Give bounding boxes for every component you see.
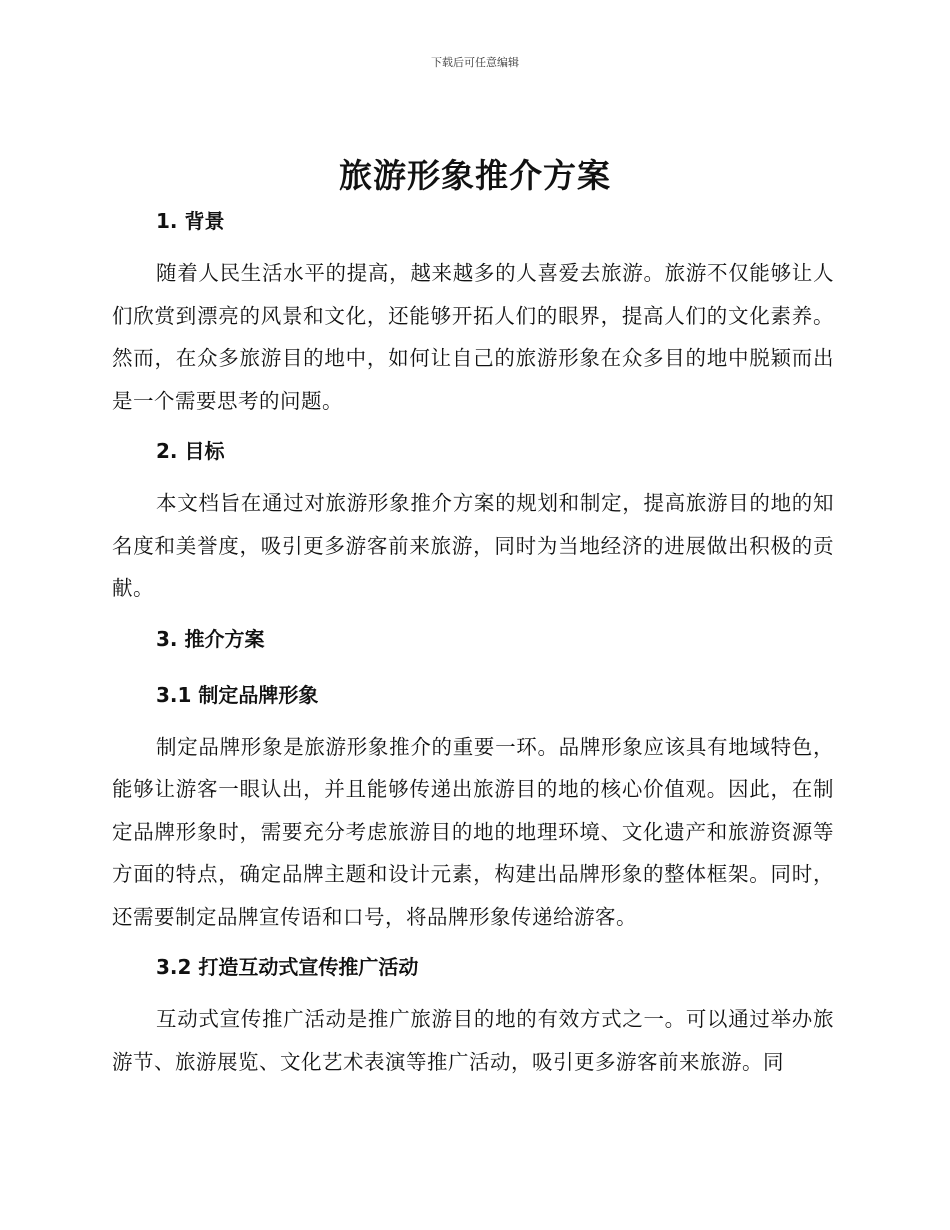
section-paragraph-interactive-promotion: 互动式宣传推广活动是推广旅游目的地的有效方式之一。可以通过举办旅游节、旅游展览、文化艺术表演等推广活动，吸引更多游客前来旅游。同 bbox=[112, 1007, 834, 1074]
document-body bbox=[112, 204, 834, 1083]
section-paragraph-background: 随着人民生活水平的提高，越来越多的人喜爱去旅游。旅游不仅能够让人们欣赏到漂亮的风景和文化，还能够开拓人们的眼界，提高人们的文化素养。然而，在众多旅游目的地中，如何让自己的旅游形象在众多目的地中脱颖而出是一个需要思考的问题。 bbox=[112, 261, 834, 413]
section-heading-goal: 2. 目标 bbox=[156, 439, 225, 463]
section-heading-brand-image: 3.1 制定品牌形象 bbox=[156, 682, 319, 707]
header-note: 下载后可任意编辑 bbox=[431, 56, 519, 69]
section-heading-plan: 3. 推介方案 bbox=[156, 626, 265, 651]
section-heading-interactive-promotion: 3.2 打造互动式宣传推广活动 bbox=[156, 955, 419, 979]
document-title: 旅游形象推介方案 bbox=[339, 156, 611, 195]
section-paragraph-goal: 本文档旨在通过对旅游形象推介方案的规划和制定，提高旅游目的地的知名度和美誉度，吸引更多游客前来旅游，同时为当地经济的进展做出积极的贡献。 bbox=[112, 491, 834, 600]
section-heading-background: 1. 背景 bbox=[156, 209, 225, 233]
section-paragraph-brand-image: 制定品牌形象是旅游形象推介的重要一环。品牌形象应该具有地域特色，能够让游客一眼认出，并且能够传递出旅游目的地的核心价值观。因此，在制定品牌形象时，需要充分考虑旅游目的地的地理环境、文化遗产和旅游资源等方面的特点，确定品牌主题和设计元素，构建出品牌形象的整体框架。同时，还需要制定品牌宣传语和口号，将品牌形象传递给游客。 bbox=[112, 734, 834, 929]
